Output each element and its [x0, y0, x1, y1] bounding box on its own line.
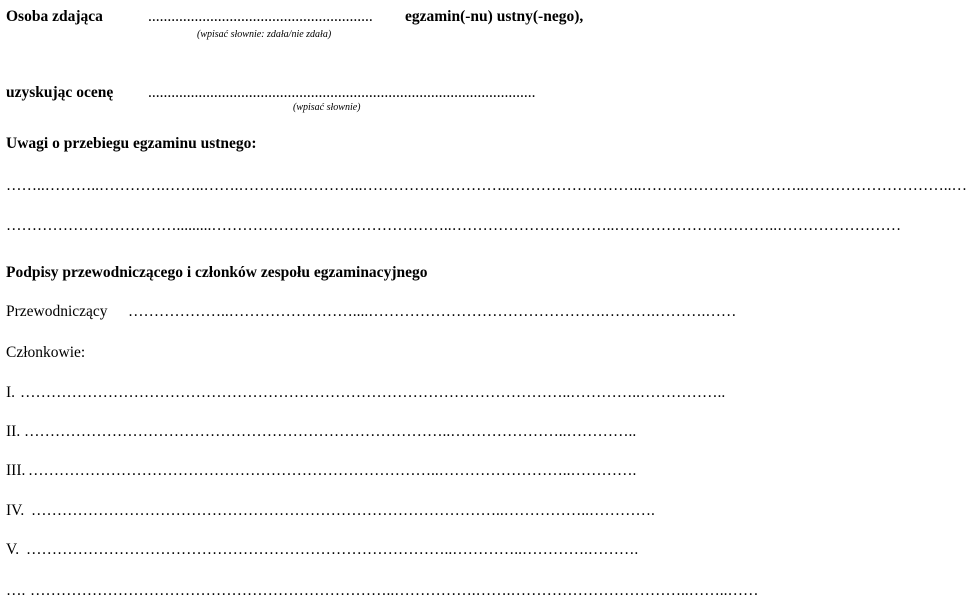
member-signature-field[interactable]: ………………………………………………………………………………..……………..………….	[31, 502, 655, 519]
member-number: V.	[6, 541, 20, 558]
member-signature-field[interactable]: ……………………………………………………………..…………….…….……………………………..……..……	[30, 582, 759, 599]
notes-line-1[interactable]: ……..………..………….……..…….………..…………..………………………..……………………..…………………………..………………………..…	[6, 177, 967, 194]
member-signature-field[interactable]: ……………………………………………………………………..……………………..………….	[28, 462, 637, 479]
grade-label: uzyskując ocenę	[6, 84, 114, 101]
member-number: II.	[6, 423, 21, 440]
person-status-hint: (wpisać słownie: zdała/nie zdała)	[197, 29, 332, 40]
grade-field[interactable]: ....................................................................................................	[148, 84, 536, 101]
member-signature-field[interactable]: ………………………………………………………………………..…………………..…………..	[24, 423, 637, 440]
chair-label: Przewodniczący	[6, 303, 108, 320]
member-number: ….	[6, 582, 26, 599]
notes-heading: Uwagi o przebiegu egzaminu ustnego:	[6, 135, 257, 152]
person-status-field[interactable]: ..........................................................	[148, 8, 373, 25]
member-signature-field[interactable]: ……………………………………………………………………………………………..…………..……………..	[20, 384, 726, 401]
member-number: III.	[6, 462, 26, 479]
signatures-heading: Podpisy przewodniczącego i członków zespołu egzaminacyjnego	[6, 264, 428, 281]
exam-text: egzamin(-nu) ustny(-nego),	[405, 8, 584, 25]
member-signature-field[interactable]: ………………………………………………………………………..…………..………….……….	[26, 541, 639, 558]
person-label: Osoba zdająca	[6, 8, 103, 25]
grade-hint: (wpisać słownie)	[293, 102, 361, 113]
members-label: Członkowie:	[6, 344, 86, 361]
member-number: I.	[6, 384, 16, 401]
notes-line-2[interactable]: …………………………….........………………………………………..…………………………..…………………………..……………………	[6, 217, 902, 234]
member-number: IV.	[6, 502, 25, 519]
chair-signature-field[interactable]: ………………..……………………....……………………………………….……….……….……	[128, 303, 737, 320]
